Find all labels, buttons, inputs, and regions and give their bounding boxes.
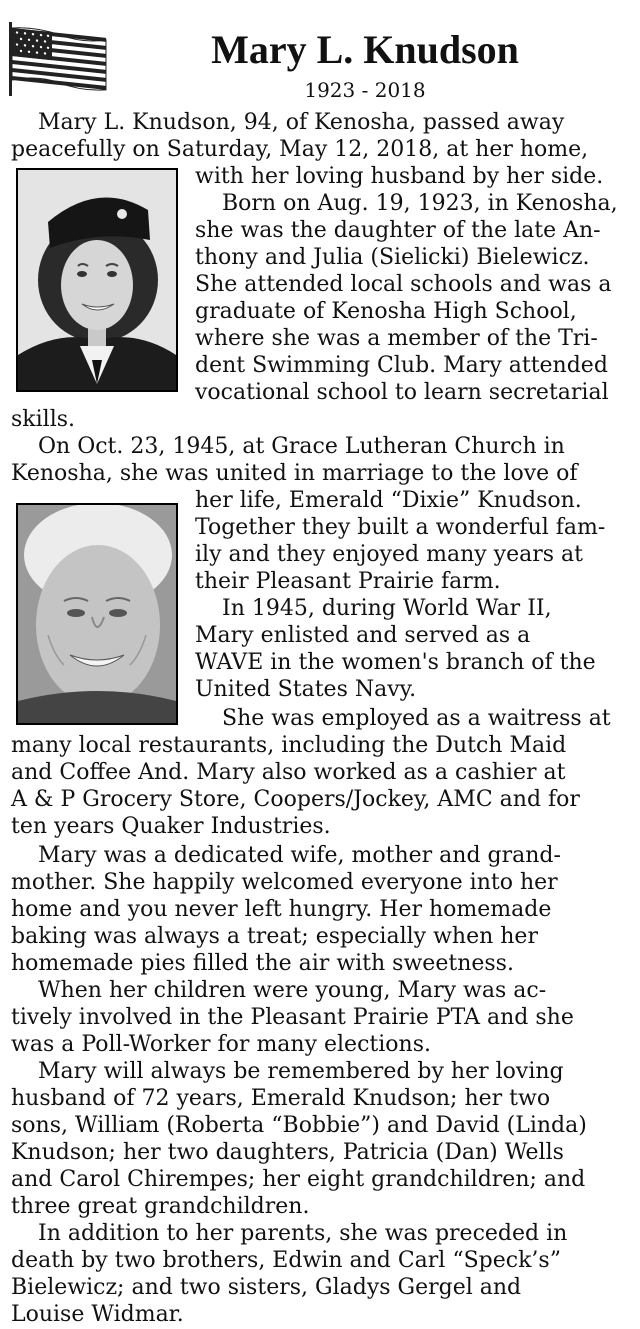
text-line: graduate of Kenosha High School, — [195, 299, 577, 324]
text-line: thony and Julia (Sielicki) Bielewicz. — [195, 245, 590, 270]
text-line: dent Swimming Club. Mary attended — [195, 353, 608, 378]
text-line: Mary enlisted and served as a — [195, 623, 531, 648]
text-line: death by two brothers, Edwin and Carl “Speck’s” — [11, 1248, 561, 1273]
text-line: was a Poll-Worker for many elections. — [11, 1032, 431, 1057]
text-line: Louise Widmar. — [11, 1302, 184, 1327]
text-line: she was the daughter of the late An- — [195, 218, 601, 243]
text-line: peacefully on Saturday, May 12, 2018, at her home, — [11, 137, 589, 162]
text-line: many local restaurants, including the Dutch Maid — [11, 733, 567, 758]
text-line: WAVE in the women's branch of the — [195, 650, 596, 675]
text-line: and Coffee And. Mary also worked as a cashier at — [11, 760, 566, 785]
text-line: She attended local schools and was a — [195, 272, 612, 297]
obituary-name-title: Mary L. Knudson — [211, 27, 519, 72]
text-line: Kenosha, she was united in marriage to the love of — [11, 461, 578, 486]
text-line: United States Navy. — [195, 677, 417, 702]
text-line: In addition to her parents, she was preceded in — [38, 1221, 568, 1246]
text-line: When her children were young, Mary was ac- — [38, 978, 547, 1003]
text-line: homemade pies filled the air with sweetness. — [11, 951, 514, 976]
text-line: home and you never left hungry. Her homemade — [11, 897, 552, 922]
text-line: baking was always a treat; especially when her — [11, 924, 538, 949]
text-line: her life, Emerald “Dixie” Knudson. — [195, 488, 582, 513]
text-line: She was employed as a waitress at — [222, 706, 611, 731]
text-line: sons, William (Roberta “Bobbie”) and David (Linda) — [11, 1113, 587, 1138]
text-line: Mary L. Knudson, 94, of Kenosha, passed away — [38, 110, 565, 135]
text-line: vocational school to learn secretarial — [195, 380, 609, 405]
text-line: Mary was a dedicated wife, mother and grand- — [38, 843, 561, 868]
text-line: Bielewicz; and two sisters, Gladys Gergel and — [11, 1275, 522, 1300]
text-line: Mary will always be remembered by her loving — [38, 1059, 564, 1084]
text-line: where she was a member of the Tri- — [195, 326, 598, 351]
text-line: three great grandchildren. — [11, 1194, 310, 1219]
text-line: and Carol Chirempes; her eight grandchildren; and — [11, 1167, 586, 1192]
text-line: ten years Quaker Industries. — [11, 814, 331, 839]
text-line: Born on Aug. 19, 1923, in Kenosha, — [222, 191, 618, 216]
text-line: with her loving husband by her side. — [195, 164, 604, 189]
text-line: tively involved in the Pleasant Prairie PTA and she — [11, 1005, 574, 1030]
text-line: their Pleasant Prairie farm. — [195, 569, 501, 594]
life-dates: 1923 - 2018 — [304, 78, 426, 102]
text-line: skills. — [11, 407, 76, 432]
text-line: Knudson; her two daughters, Patricia (Dan) Wells — [11, 1140, 564, 1165]
text-line: Together they built a wonderful fam- — [195, 515, 606, 540]
text-line: ily and they enjoyed many years at — [195, 542, 583, 567]
text-line: In 1945, during World War II, — [222, 596, 552, 621]
text-line: A & P Grocery Store, Coopers/Jockey, AMC and for — [11, 787, 580, 812]
text-line: husband of 72 years, Emerald Knudson; her two — [11, 1086, 551, 1111]
text-line: On Oct. 23, 1945, at Grace Lutheran Church in — [38, 434, 565, 459]
text-line: mother. She happily welcomed everyone into her — [11, 870, 558, 895]
